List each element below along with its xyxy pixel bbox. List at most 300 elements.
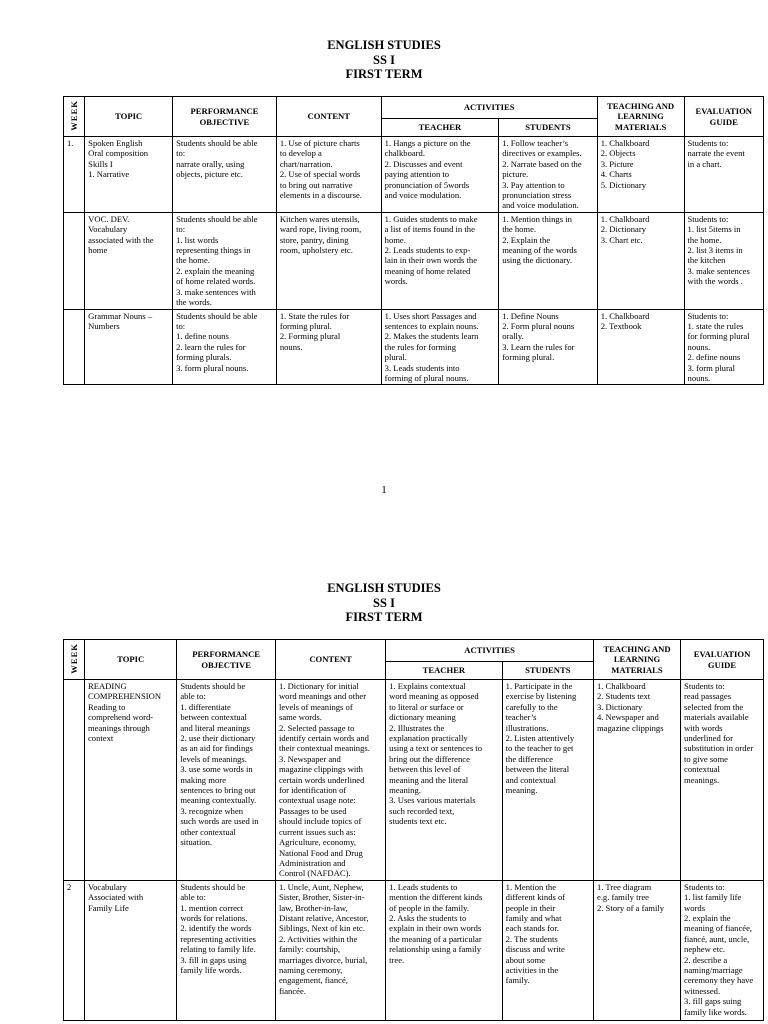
cell-text-line: materials available [684,712,749,723]
cell-text-line: teacher’s [505,712,537,723]
cell-text-line: certain words underlined [278,774,365,785]
cell-text-line: using a text or sentences to [389,743,482,754]
cell-text-line: 1. Use of picture charts [279,138,360,148]
cell-text-line: Vocabulary [87,881,127,892]
cell-text-line: 2. Asks the students to [389,912,467,923]
cell-text-line: 1. Uncle, Aunt, Nephew, [278,881,364,892]
cell-text-line: 3. Picture [600,158,634,169]
cell-text-line: store, pantry, dining [279,234,349,245]
cell-text-line: room, upholstery etc. [279,245,353,256]
cell-text-line: exercise by listening [505,691,577,702]
table-row [64,680,764,881]
cell-text-line: students text etc. [389,816,447,827]
cell-text-line: 2. Illustrates the [389,722,445,733]
objective-header: PERFORMANCE OBJECTIVE [177,640,276,680]
cell-text-line: the home. [687,234,722,245]
cell-text-line: dictionary meaning [389,712,456,723]
cell-text-line: 2. Explain the [502,234,551,245]
scheme-table-page-1 [63,96,764,385]
cell-text-line: substitution in order [684,743,754,754]
cell-text-line: levels of meanings. [180,753,247,764]
cell-text-line: representing things in [176,245,251,256]
cell-text-line: words [684,902,706,913]
materials-cell [597,309,684,385]
cell-text-line: 2. Textbook [600,320,642,331]
cell-text-line: 2. describe a [684,954,728,965]
week-cell [64,309,85,385]
cell-text-line: nouns. [687,341,711,352]
cell-text-line: 1. differentiate [180,701,231,712]
cell-text-line: Reading to [87,701,126,712]
cell-text-line: Students should be able [176,310,258,321]
cell-text-line: the meaning of a particular [389,933,482,944]
title-line-class: SS I [373,595,395,610]
cell-text-line: meaning and the literal [389,774,469,785]
cell-text-line: Students should be [180,881,246,892]
cell-text-line: underlined for [684,733,733,744]
cell-text-line: elements in a discourse. [279,190,362,201]
cell-text-line: 2. Objects [600,148,636,159]
page-2-title [0,581,768,625]
cell-text-line: each stands for. [505,923,559,934]
cell-text-line: relating to family life. [180,944,256,955]
cell-text-line: 1. Follow teacher’s [502,138,569,148]
cell-text-line: 2. Activities within the [278,933,358,944]
cell-text-line: forming plural. [279,320,332,331]
cell-text-line: able to: [180,691,206,702]
page-1-title [0,38,768,82]
objective-cell [177,680,276,881]
cell-text-line: 1. State the rules for [279,310,350,321]
cell-text-line: levels of meanings of [278,701,353,712]
cell-text-line: representing activities [180,933,256,944]
materials-header: TEACHING AND LEARNING MATERIALS [597,97,684,137]
page-number: 1 [381,484,387,496]
cell-text-line: narrate the event [687,148,745,159]
cell-text-line: fiancé, aunt, uncle, [684,933,750,944]
cell-text-line: of people in the family. [389,902,470,913]
content-cell [275,680,385,881]
cell-text-line: read passages [684,691,732,702]
cell-text-line: pronunciation of 5words [384,179,470,190]
cell-text-line: explanation practically [389,733,468,744]
cell-text-line: Associated with [87,892,144,903]
cell-text-line: Students to: [687,213,729,224]
cell-text-line: 4. Newspaper and [596,712,659,723]
cell-text-line: words for relations. [180,912,248,923]
cell-text-line: and voice modulation. [502,200,579,211]
cell-text-line: home. [384,234,406,245]
week-header: WEEK [64,97,85,137]
cell-text-line: 2. explain the meaning [176,265,255,276]
cell-text-line: forming plural. [502,352,555,363]
cell-text-line: contextual usage note: [278,795,356,806]
cell-text-line: Students to: [684,881,725,892]
evaluation-cell [684,212,763,309]
cell-text-line: 2. list 3 items in [687,245,743,256]
cell-text-line: family like words. [684,1006,747,1017]
cell-text-line: nouns. [279,341,303,352]
cell-text-line: magazine clippings with [278,764,363,775]
cell-text-line: the home. [176,255,210,266]
cell-text-line: to literal or surface or [389,701,464,712]
cell-text-line: a list of items found in the [384,224,475,235]
cell-text-line: naming ceremony, [278,964,343,975]
cell-text-line: nephew etc. [684,944,726,955]
table-row [64,212,764,309]
cell-text-line: marriages divorce, burial, [278,954,368,965]
cell-text-line: 5. Dictionary [600,179,647,190]
objective-cell [177,880,276,1020]
content-cell [276,137,381,213]
table-row [64,309,764,385]
cell-text-line: 2 [67,881,72,892]
cell-text-line: 3. use some words in [180,764,253,775]
cell-text-line: Students should be [180,681,246,691]
week-cell [64,880,85,1020]
cell-text-line: naming/marriage [684,964,743,975]
students-header: STUDENTS [502,662,593,680]
cell-text-line: meaning contextually. [180,795,257,806]
cell-text-line: 1. Chalkboard [600,213,650,224]
cell-text-line: 1. list family life [684,892,742,903]
cell-text-line: 1. Uses short Passages and [384,310,477,321]
cell-text-line: 2. Use of special words [279,169,361,180]
cell-text-line: word meaning as opposed [389,691,479,702]
cell-text-line: 1. Guides students to make [384,213,478,224]
cell-text-line: 1. Hangs a picture on the [384,138,471,148]
teacher-activity-cell [381,309,499,385]
cell-text-line: for forming plural [687,331,750,342]
cell-text-line: chart/narration. [279,158,333,169]
cell-text-line: Agriculture, economy, [278,837,356,848]
cell-text-line: bring out the difference [389,753,470,764]
cell-text-line: 1. Dictionary for initial [278,681,359,691]
cell-text-line: 2. Leads students to exp- [384,245,471,256]
cell-text-line: 3. Dictionary [596,701,643,712]
cell-text-line: Distant relative, Ancestor, [278,912,369,923]
materials-cell [597,212,684,309]
cell-text-line: making more [180,774,226,785]
cell-text-line: meaning of home related [384,265,471,276]
teacher-activity-cell [381,212,499,309]
cell-text-line: 2. Form plural nouns [502,320,575,331]
cell-text-line: 1. Mention things in [502,213,572,224]
cell-text-line: engagement, fiancé, [278,975,348,986]
cell-text-line: READING [87,681,127,691]
cell-text-line: 1. Chalkboard [596,681,646,691]
cell-text-line: 2. Narrate based on the [502,158,582,169]
cell-text-line: Siblings, Next of kin etc. [278,923,365,934]
students-activity-cell [499,137,598,213]
cell-text-line: fiancée. [278,985,306,996]
content-cell [276,212,381,309]
cell-text-line: same words. [278,712,322,723]
cell-text-line: selected from the [684,701,744,712]
cell-text-line: ceremony they have [684,975,754,986]
cell-text-line: 2. Dictionary [600,224,647,235]
cell-text-line: family. [505,975,530,986]
table-row [64,137,764,213]
cell-text-line: 2. The students [505,933,558,944]
cell-text-line: 1. [67,138,74,148]
cell-text-line: meaning. [505,785,538,796]
materials-header: TEACHING AND LEARNING MATERIALS [593,640,680,680]
cell-text-line: should include topics of [278,816,362,827]
topic-cell [84,680,176,881]
cell-text-line: Students to: [687,310,729,321]
title-line-class: SS I [373,52,395,67]
evaluation-cell [684,137,763,213]
cell-text-line: Students to: [684,681,725,691]
evaluation-cell [684,309,763,385]
content-header: CONTENT [275,640,385,680]
cell-text-line: using the dictionary. [502,255,573,266]
table-row [64,880,764,1020]
cell-text-line: 3. Uses various materials [389,795,476,806]
evaluation-cell [681,680,764,881]
cell-text-line: paying attention to [384,169,450,180]
cell-text-line: 2. define nouns [687,352,741,363]
cell-text-line: of home related words. [176,276,256,287]
cell-text-line: Vocabulary [88,224,128,235]
cell-text-line: Administration and [278,857,346,868]
cell-text-line: to: [176,320,186,331]
students-activity-cell [502,880,593,1020]
cell-text-line: the kitchen [687,255,726,266]
cell-text-line: 3. Pay attention to [502,179,565,190]
evaluation-header: EVALUATION GUIDE [681,640,764,680]
cell-text-line: 2. Forming plural [279,331,341,342]
cell-text-line: lain in their own words the [384,255,478,266]
objective-header: PERFORMANCE OBJECTIVE [173,97,277,137]
students-activity-cell [499,309,598,385]
cell-text-line: family: courtship, [278,944,341,955]
table-body [64,680,764,1021]
cell-text-line: magazine clippings [596,722,664,733]
cell-text-line: to the teacher to get [505,743,574,754]
activities-header: ACTIVITIES [386,640,594,662]
cell-text-line: Oral composition [88,148,149,159]
cell-text-line: ward rope, living room, [279,224,362,235]
cell-text-line: law, Brother-in-law, [278,902,348,913]
topic-cell [85,309,173,385]
cell-text-line: such words are used in [180,816,259,827]
cell-text-line: picture. [502,169,529,180]
cell-text-line: 2. Students text [596,691,651,702]
cell-text-line: situation. [180,837,213,848]
content-cell [275,880,385,1020]
cell-text-line: 2. Discusses and event [384,158,463,169]
cell-text-line: comprehend word- [87,712,154,723]
cell-text-line: chalkboard. [384,148,425,159]
cell-text-line: current issues such as: [278,826,356,837]
cell-text-line: able to: [180,892,206,903]
cell-text-line: 2. identify the words [180,923,252,934]
cell-text-line: Grammar Nouns – [88,310,153,321]
cell-text-line: to develop a [279,148,322,159]
cell-text-line: 4. Charts [600,169,632,180]
cell-text-line: 2. use their dictionary [180,733,256,744]
cell-text-line: forming of plural nouns. [384,372,469,383]
cell-text-line: 3. recognize when [180,805,244,816]
materials-cell [597,137,684,213]
cell-text-line: 2. learn the rules for [176,341,246,352]
scheme-table-page-2 [63,639,764,1021]
teacher-activity-cell [381,137,499,213]
cell-text-line: meanings through [87,722,150,733]
cell-text-line: 2. Makes the students learn [384,331,479,342]
cell-text-line: 1. Leads students to [389,881,458,892]
cell-text-line: 1. Define Nouns [502,310,559,321]
cell-text-line: Family Life [87,902,129,913]
cell-text-line: to: [176,224,186,235]
cell-text-line: 1. Chalkboard [600,138,650,148]
cell-text-line: Numbers [88,320,120,331]
cell-text-line: orally. [502,331,524,342]
topic-cell [84,880,176,1020]
cell-text-line: discuss and write [505,944,565,955]
cell-text-line: 2. Selected passage to [278,722,355,733]
cell-text-line: the words. [176,297,212,308]
evaluation-header: EVALUATION GUIDE [684,97,763,137]
cell-text-line: meaning of the words [502,245,577,256]
cell-text-line: 1. Tree diagram [596,881,652,892]
cell-text-line: context [87,733,114,744]
cell-text-line: for identification of [278,785,347,796]
cell-text-line: relationship using a family [389,944,482,955]
cell-text-line: words. [384,276,408,287]
cell-text-line: nouns. [687,372,711,383]
cell-text-line: Spoken English [88,138,143,148]
cell-text-line: the home. [502,224,537,235]
materials-cell [593,880,680,1020]
cell-text-line: family and what [505,912,562,923]
week-cell [64,137,85,213]
cell-text-line: 1. Mention the [505,881,557,892]
title-line-term: FIRST TERM [345,610,423,624]
cell-text-line: 3. make sentences with [176,286,256,297]
activities-header: ACTIVITIES [381,97,597,119]
cell-text-line: 2. explain the [684,912,731,923]
topic-header: TOPIC [85,97,173,137]
week-header: WEEK [64,640,85,680]
cell-text-line: as an aid for findings [180,743,253,754]
teacher-activity-cell [386,880,502,1020]
cell-text-line: 3. form plural nouns. [176,362,249,373]
cell-text-line: the rules for forming [384,341,457,352]
cell-text-line: and voice modulation. [384,190,462,201]
cell-text-line: tree. [389,954,405,965]
cell-text-line: 1. define nouns [176,331,229,342]
cell-text-line: activities in the [505,964,559,975]
students-activity-cell [499,212,598,309]
cell-text-line: 1. Participate in the [505,681,573,691]
cell-text-line: 3. fill in gaps using [180,954,247,965]
content-cell [276,309,381,385]
cell-text-line: explain in their own words [389,923,482,934]
cell-text-line: 1. Chalkboard [600,310,650,321]
title-line-subject: ENGLISH STUDIES [327,581,441,595]
cell-text-line: such recorded text, [389,805,455,816]
topic-cell [85,137,173,213]
cell-text-line: illustrations. [505,722,549,733]
cell-text-line: family life words. [180,964,242,975]
cell-text-line: narrate orally, using [176,158,245,169]
cell-text-line: to bring out narrative [279,179,353,190]
cell-text-line: associated with the [88,234,154,245]
cell-text-line: Sister, Brother, Sister-in- [278,892,365,903]
cell-text-line: and literal meanings [180,722,251,733]
cell-text-line: 2. Listen attentively [505,733,575,744]
cell-text-line: 3. Chart etc. [600,234,643,245]
cell-text-line: identify certain words and [278,733,369,744]
cell-text-line: with the words . [687,276,743,287]
cell-text-line: e.g. family tree [596,892,649,903]
cell-text-line: Students to: [687,138,729,148]
objective-cell [173,212,277,309]
cell-text-line: 2. Story of a family [596,902,665,913]
cell-text-line: meaning of fiancée, [684,923,753,934]
cell-text-line: sentences to bring out [180,785,256,796]
topic-cell [85,212,173,309]
teacher-header: TEACHER [381,119,499,137]
week-cell [64,212,85,309]
cell-text-line: to: [176,148,186,159]
cell-text-line: other contextual [180,826,236,837]
cell-text-line: people in their [505,902,556,913]
cell-text-line: 1. Explains contextual [389,681,466,691]
cell-text-line: 1. list words [176,234,219,245]
cell-text-line: different kinds of [505,892,566,903]
cell-text-line: National Food and Drug [278,847,363,858]
cell-text-line: 1. list 5items in [687,224,741,235]
cell-text-line: 1. mention correct [180,902,244,913]
objective-cell [173,309,277,385]
cell-text-line: plural. [384,352,407,363]
cell-text-line: 3. fill gaps suing [684,996,742,1007]
cell-text-line: between this level of [389,764,461,775]
cell-text-line: sentences to explain nouns. [384,320,479,331]
cell-text-line: in a chart. [687,158,722,169]
objective-cell [173,137,277,213]
cell-text-line: 3. make sentences [687,265,750,276]
cell-text-line: 1. Narrative [88,169,130,180]
cell-text-line: Skills I [88,158,113,169]
cell-text-line: witnessed. [684,985,721,996]
cell-text-line: COMPREHENSION [87,691,162,702]
evaluation-cell [681,880,764,1020]
cell-text-line: to give some [684,753,728,764]
materials-cell [593,680,680,881]
cell-text-line: the difference [505,753,553,764]
cell-text-line: carefully to the [505,701,558,712]
cell-text-line: pronunciation stress [502,190,572,201]
cell-text-line: between contextual [180,712,247,723]
students-header: STUDENTS [499,119,598,137]
cell-text-line: meaning. [389,785,421,796]
cell-text-line: between the literal [505,764,570,775]
teacher-header: TEACHER [386,662,502,680]
cell-text-line: 3. Learn the rules for [502,341,575,352]
week-cell [64,680,85,881]
content-header: CONTENT [276,97,381,137]
cell-text-line: contextual [684,764,720,775]
cell-text-line: Students should be able [176,138,258,148]
cell-text-line: Control (NAFDAC). [278,868,351,879]
cell-text-line: VOC. DEV. [88,213,130,224]
students-activity-cell [502,680,593,881]
